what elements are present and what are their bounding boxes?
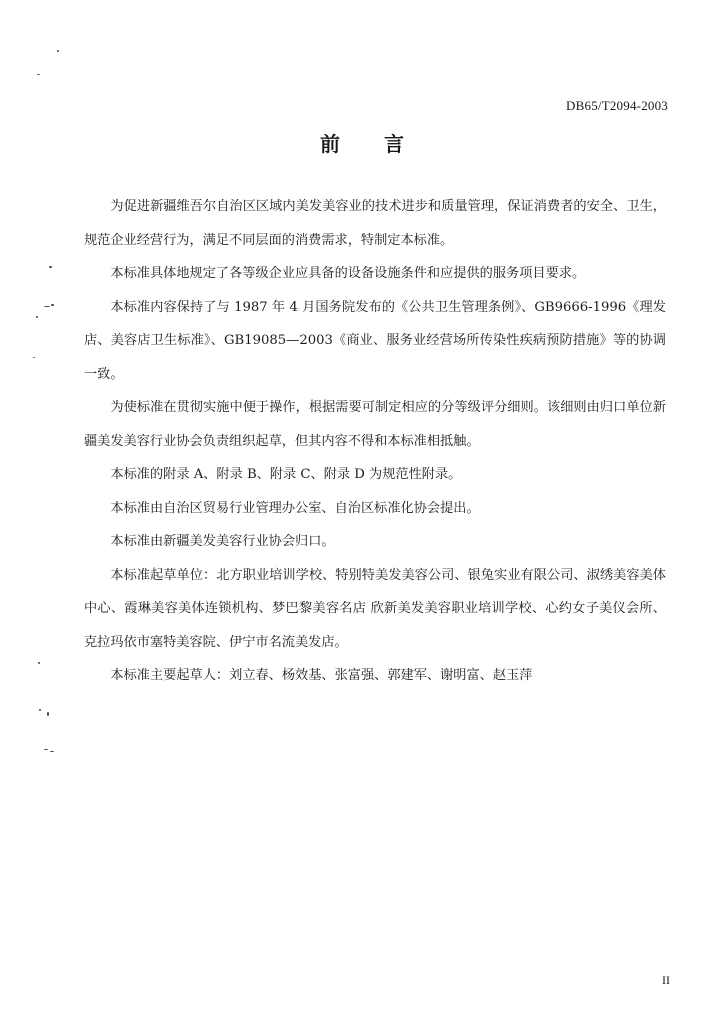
scan-speck [57,50,59,52]
scan-speck [44,749,48,750]
scan-speck [51,304,54,306]
scan-speck [49,266,52,268]
scan-speck [44,306,50,307]
paragraph-proposer: 本标准由自治区贸易行业管理办公室、自治区标准化协会提出。 [110,500,480,516]
paragraph-appendices: 本标准的附录 A、附录 B、附录 C、附录 D 为规范性附录。 [110,467,462,482]
document-code: DB65/T2094-2003 [566,98,668,113]
page-number: II [662,973,670,987]
paragraph-responsible-unit: 本标准由新疆美发美容行业协会归口。 [110,534,335,549]
preface-body [84,190,666,693]
scan-speck [37,74,40,75]
scan-speck [47,712,49,716]
scan-speck [50,751,54,752]
paragraph-purpose: 为促进新疆维吾尔自治区区域内美发美容业的技术进步和质量管理，保证消费者的安全、卫生，规范企业经营行为，满足不同层面的消费需求，特制定本标准。 [84,199,666,248]
paragraph-implementation: 为使标准在贯彻实施中便于操作，根据需要可制定相应的分等级评分细则。该细则由归口单位新疆美发美容行业协会负责组织起草，但其内容不得和本标准相抵触。 [84,400,666,449]
paragraph-scope: 本标准具体地规定了各等级企业应具备的设备设施条件和应提供的服务项目要求。 [110,266,586,281]
paragraph-consistency: 本标准内容保持了与 1987 年 4 月国务院发布的《公共卫生管理条例》、GB9666-1996《理发店、美容店卫生标准》、GB19085—2003《商业、服务业经营场所传染性疾病预防措施》等的协调一致。 [84,299,666,382]
scan-speck [38,662,40,664]
paragraph-drafters: 本标准主要起草人：刘立春、杨效基、张富强、郭建军、谢明富、赵玉萍 [110,668,533,683]
scan-speck [39,709,41,711]
paragraph-drafting-units: 本标准起草单位：北方职业培训学校、特别特美发美容公司、银兔实业有限公司、淑绣美容美体中心、霞琳美容美体连锁机构、梦巴黎美容名店 欣新美发美容职业培训学校、心约女子美仪会所、克拉玛依市塞特美容院、伊宁市名流美发店。 [84,567,666,650]
page-title: 前言 [320,132,448,156]
scan-speck [36,316,38,318]
scan-speck [33,357,35,358]
